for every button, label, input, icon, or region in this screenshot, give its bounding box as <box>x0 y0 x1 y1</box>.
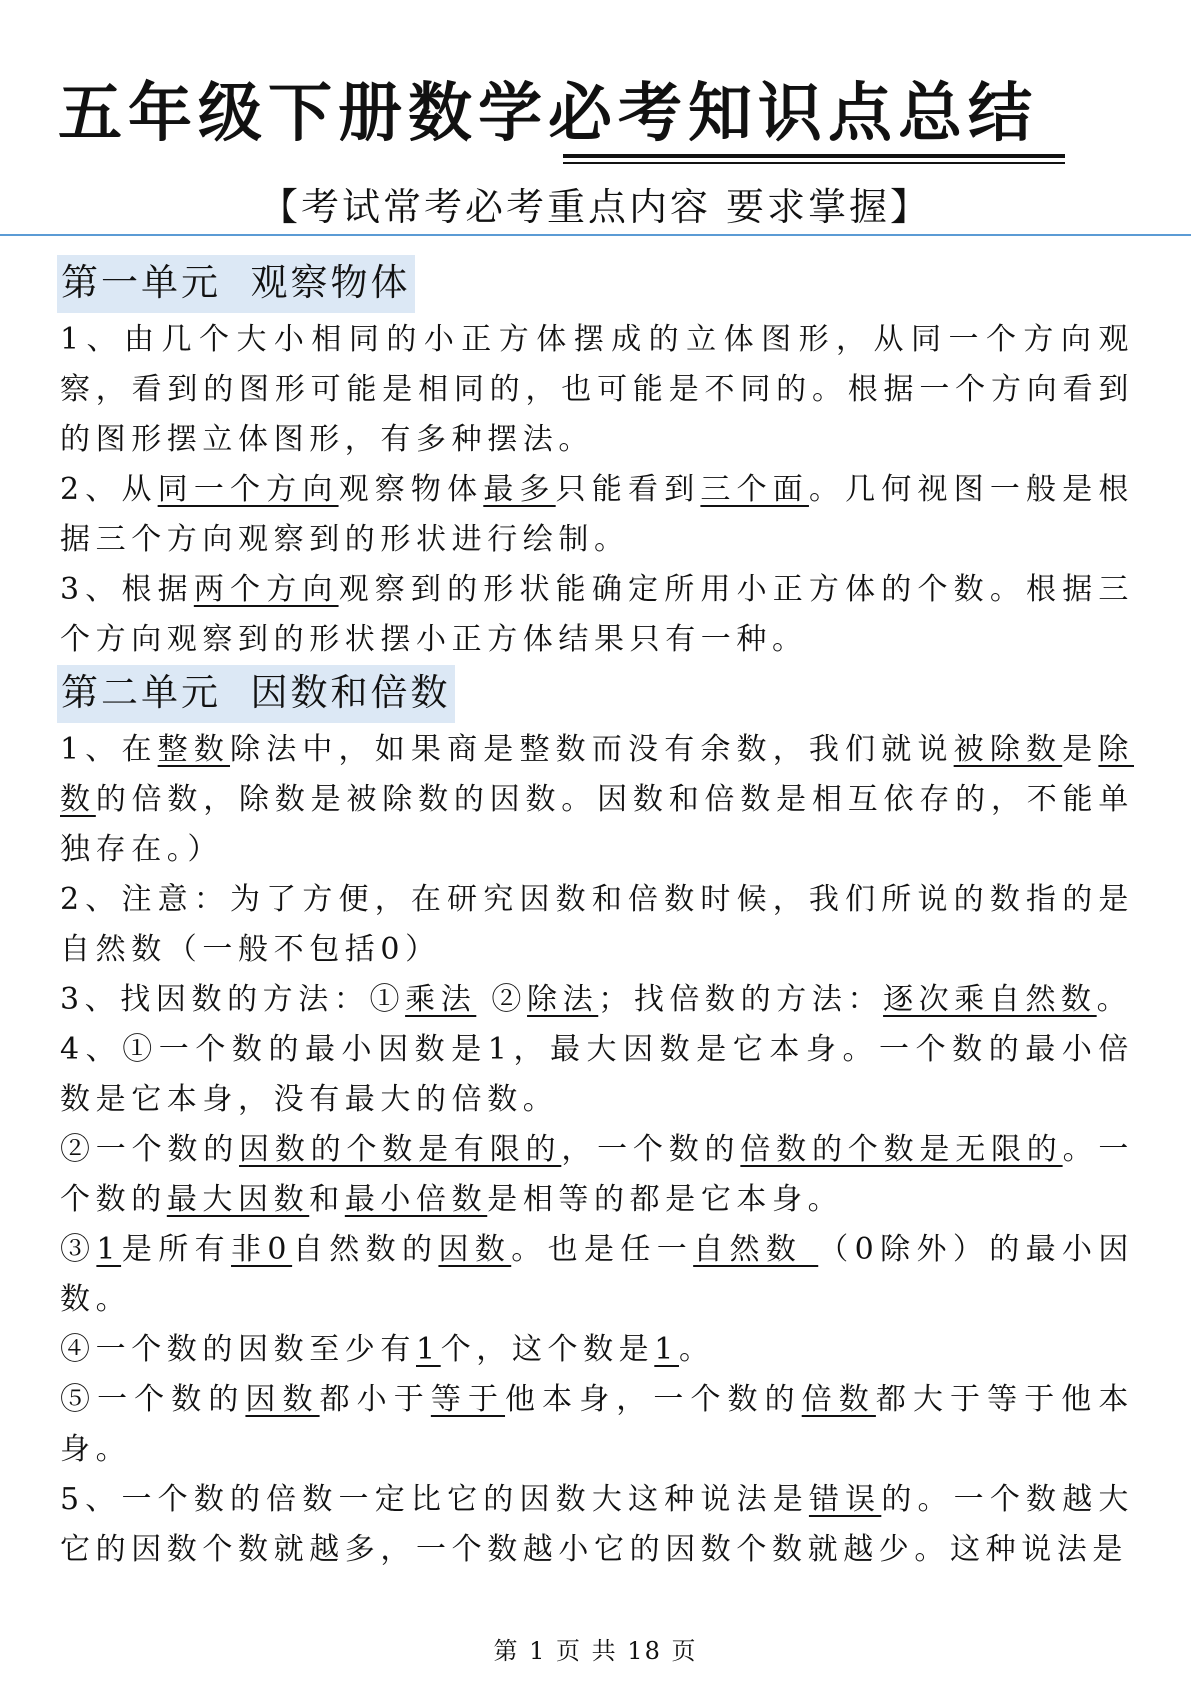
underlined-key-term: 等于 <box>430 1382 506 1417</box>
underlined-key-term: 非0 <box>231 1232 293 1267</box>
knowledge-point <box>60 1025 1134 1125</box>
text-segment: ② <box>476 982 528 1017</box>
text-segment: 2、从 <box>60 472 158 507</box>
underlined-key-term: 三个面 <box>700 472 809 507</box>
underlined-key-term: 除数 <box>60 732 1134 817</box>
underlined-key-term: 因数 <box>245 1382 320 1417</box>
text-segment: 。几何视图一般是根据三个方向观察到的形状进行绘制。 <box>60 472 1135 557</box>
text-segment: 除法中，如果商是整数而没有余数，我们就说 <box>230 732 954 767</box>
underlined-key-term: 逐次乘自然数 <box>883 982 1097 1017</box>
text-segment: ；找倍数的方法： <box>598 982 884 1017</box>
text-segment: ④一个数的因数至少有 <box>60 1332 416 1367</box>
text-segment: ③ <box>60 1232 97 1267</box>
underlined-key-term: 因数的个数是有限的 <box>239 1132 562 1167</box>
unit-heading: 第一单元 观察物体 <box>57 255 415 313</box>
knowledge-point <box>60 1475 1134 1575</box>
text-segment: （0除外）的最小因数。 <box>60 1232 1135 1317</box>
title-emphasis: 必考知识点总结 <box>548 76 1038 151</box>
text-segment: 个，这个数是 <box>440 1332 655 1367</box>
text-segment: 2、注意：为了方便，在研究因数和倍数时候，我们所说的数指的是自然数（一般不包括0） <box>60 882 1134 967</box>
underlined-key-term: 被除数 <box>953 732 1063 767</box>
text-segment: ，一个数的 <box>561 1132 741 1167</box>
underlined-key-term: 最大因数 <box>166 1182 310 1217</box>
underlined-key-term: 最多 <box>483 472 556 507</box>
title-double-underline <box>563 154 1065 158</box>
knowledge-point <box>60 1225 1134 1325</box>
underlined-key-term: 乘法 <box>405 982 477 1017</box>
text-segment: 。 <box>678 1332 715 1367</box>
page-title <box>0 78 1191 150</box>
text-segment: 是所有 <box>121 1232 232 1267</box>
knowledge-point <box>60 315 1134 465</box>
underlined-key-term: 最小倍数 <box>344 1182 488 1217</box>
underlined-key-term: 错误 <box>808 1482 882 1517</box>
text-segment: 4、①一个数的最小因数是1，最大因数是它本身。一个数的最小倍数是它本身，没有最大的倍数。 <box>60 1032 1134 1117</box>
text-segment: 3、根据 <box>60 572 194 607</box>
knowledge-point <box>60 725 1134 875</box>
text-segment: 和 <box>309 1182 345 1217</box>
title-double-underline-thin <box>563 162 1065 164</box>
knowledge-point <box>60 975 1134 1025</box>
knowledge-point <box>60 565 1134 665</box>
text-segment: 。 <box>1096 982 1133 1017</box>
underlined-key-term: 整数 <box>157 732 231 767</box>
text-segment: 只能看到 <box>555 472 701 507</box>
text-segment: ⑤一个数的 <box>60 1382 246 1417</box>
text-segment: 观察物体 <box>338 472 484 507</box>
knowledge-point <box>60 1375 1134 1475</box>
knowledge-point <box>60 1125 1134 1225</box>
underlined-key-term: 同一个方向 <box>157 472 339 507</box>
text-segment: 的倍数，除数是被除数的因数。因数和倍数是相互依存的，不能单独存在。） <box>60 782 1134 867</box>
underlined-key-term: 自然数 <box>693 1232 819 1267</box>
text-segment: 1、由几个大小相同的小正方体摆成的立体图形，从同一个方向观察，看到的图形可能是相同的，也可能是不同的。根据一个方向看到的图形摆立体图形，有多种摆法。 <box>60 322 1134 457</box>
document-body <box>60 255 1134 1575</box>
text-segment: 。一个数的 <box>60 1132 1135 1217</box>
text-segment: 都大于等于他本身。 <box>60 1382 1134 1467</box>
subtitle: 【考试常考必考重点内容 要求掌握】 <box>259 185 932 229</box>
underlined-key-term: 1 <box>96 1232 122 1267</box>
text-segment: 观察到的形状能确定所用小正方体的个数。根据三个方向观察到的形状摆小正方体结果只有一种。 <box>60 572 1134 657</box>
page-number: 第 1 页 共 18 页 <box>493 1637 698 1665</box>
text-segment: 1、在 <box>60 732 158 767</box>
underlined-key-term: 1 <box>654 1332 679 1367</box>
underlined-key-term: 除法 <box>527 982 599 1017</box>
text-segment: ②一个数的 <box>60 1132 240 1167</box>
underlined-key-term: 倍数的个数是无限的 <box>740 1132 1063 1167</box>
text-segment: 是 <box>1062 732 1099 767</box>
text-segment: 5、一个数的倍数一定比它的因数大这种说法是 <box>60 1482 809 1517</box>
knowledge-point <box>60 465 1134 565</box>
text-segment: 是相等的都是它本身。 <box>487 1182 844 1217</box>
header-divider <box>0 234 1191 236</box>
title-plain: 五年级下册数学 <box>58 76 548 151</box>
underlined-key-term: 两个方向 <box>193 572 339 607</box>
text-segment: 的。一个数越大它的因数个数就越多，一个数越小它的因数个数就越少。这种说法是 <box>60 1482 1135 1567</box>
underlined-key-term: 倍数 <box>801 1382 876 1417</box>
text-segment: 他本身，一个数的 <box>505 1382 802 1417</box>
unit-heading: 第二单元 因数和倍数 <box>57 665 455 723</box>
knowledge-point <box>60 875 1134 975</box>
text-segment: 自然数的 <box>292 1232 439 1267</box>
knowledge-point <box>60 1325 1134 1375</box>
underlined-key-term: 因数 <box>438 1232 512 1267</box>
underlined-key-term: 1 <box>416 1332 441 1367</box>
text-segment: 3、找因数的方法：① <box>60 982 406 1017</box>
text-segment: 。也是任一 <box>511 1232 694 1267</box>
text-segment: 都小于 <box>319 1382 431 1417</box>
